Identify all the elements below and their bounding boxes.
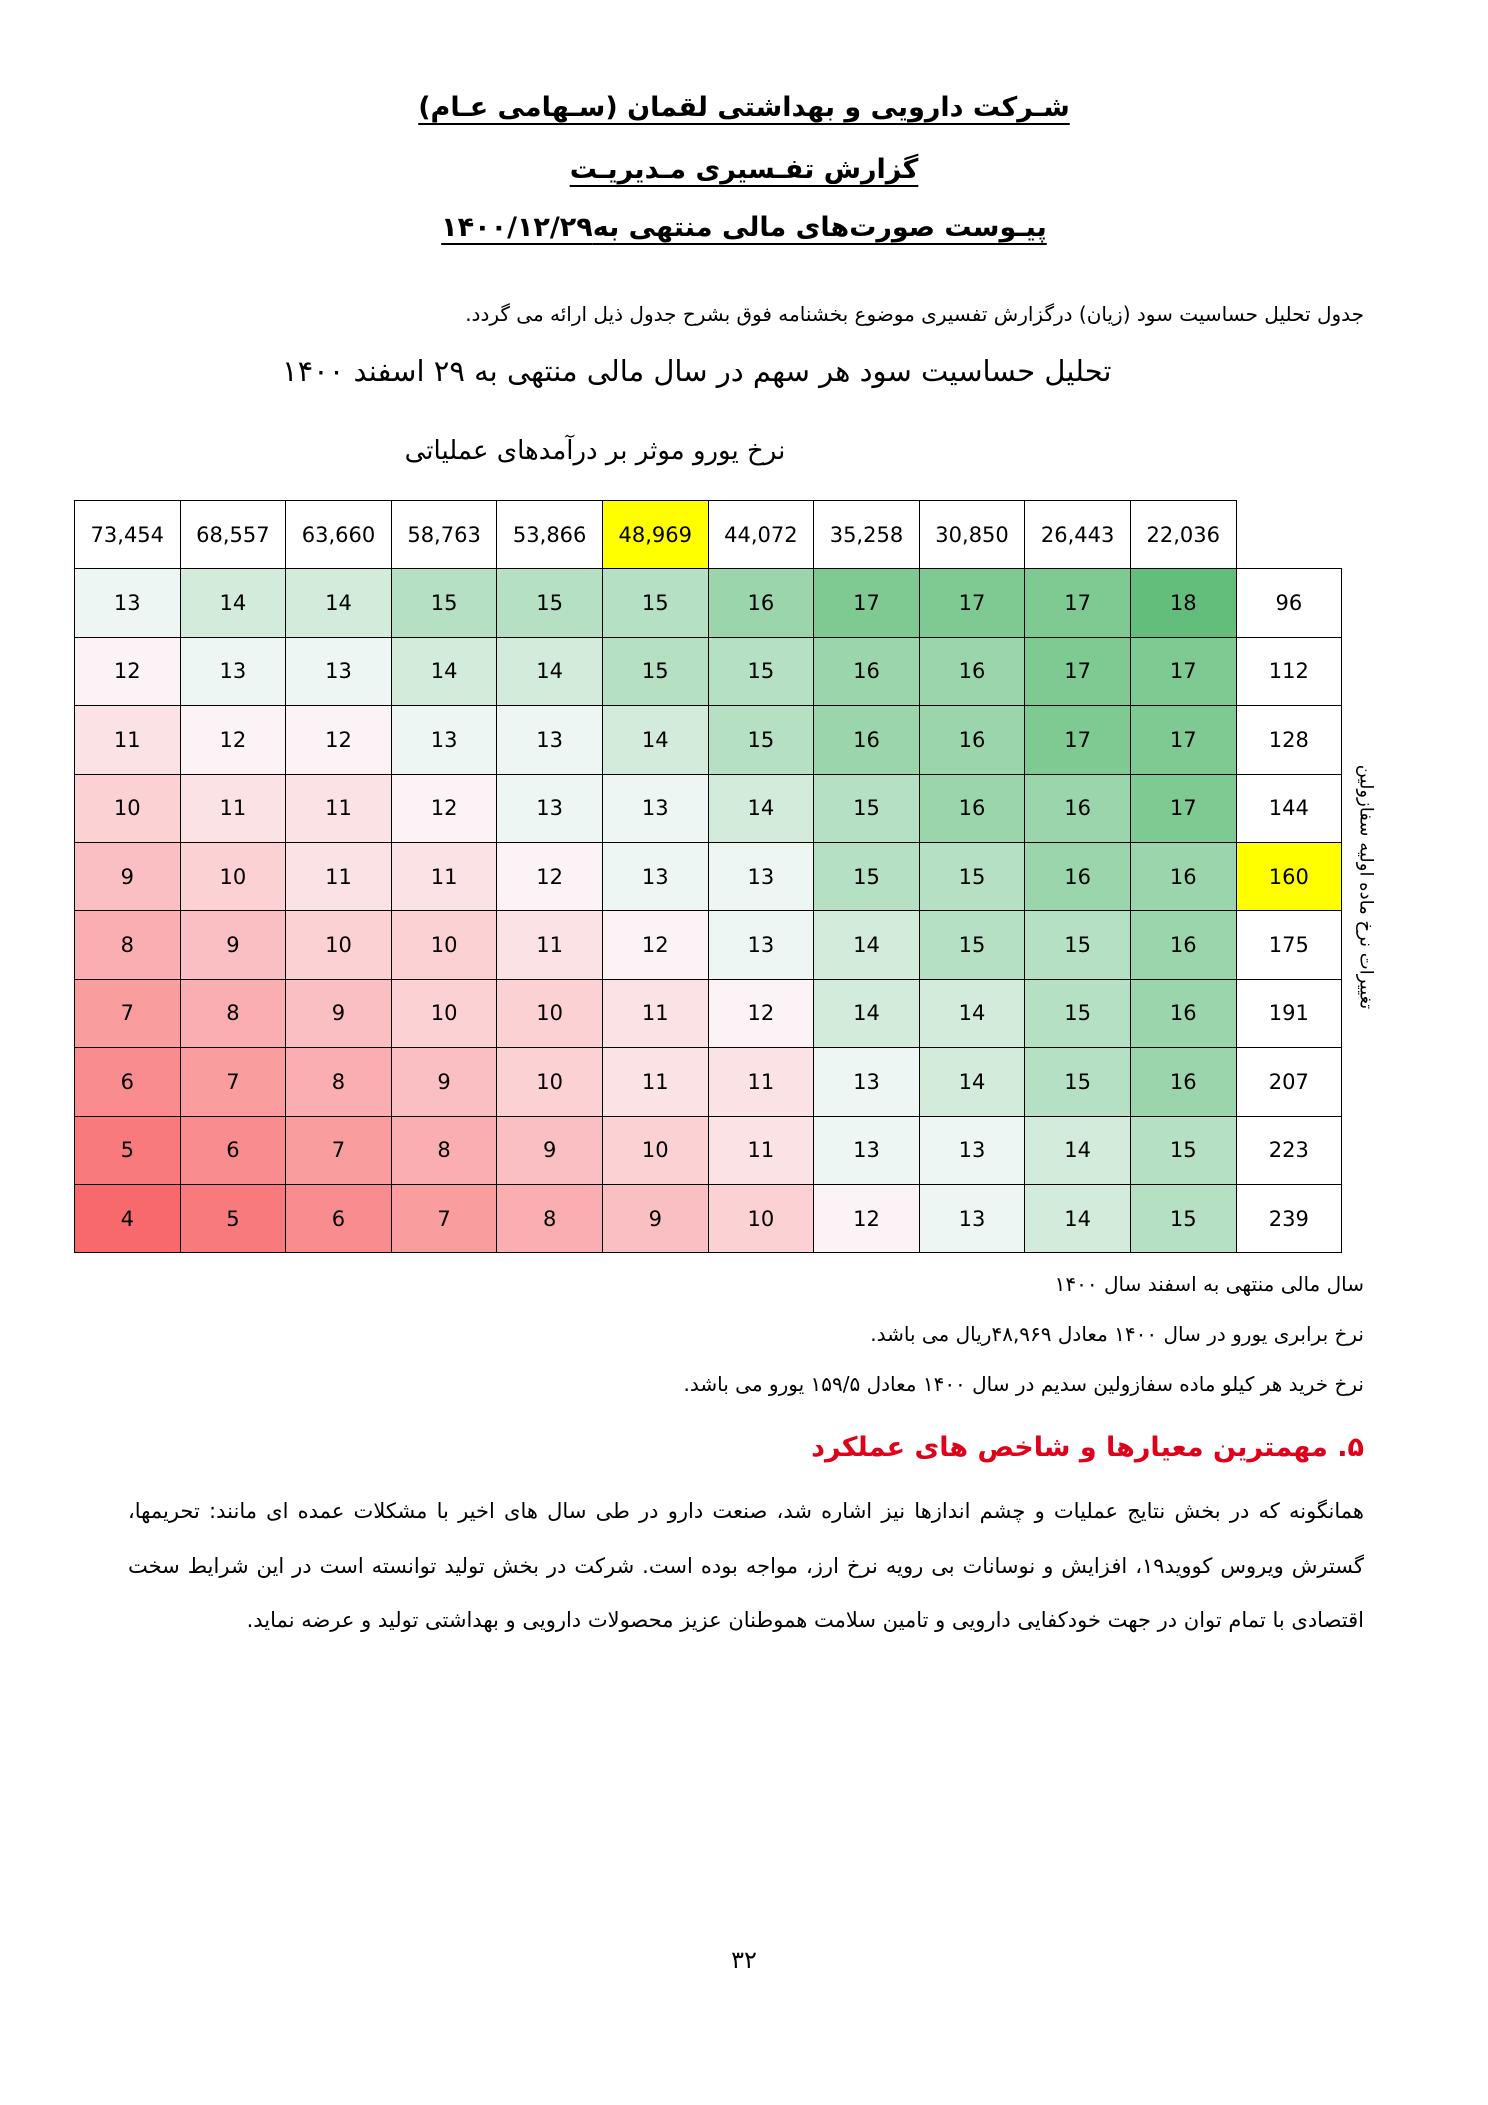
table-cell: 14 (1025, 1184, 1131, 1252)
table-row (75, 569, 1342, 637)
table-cell: 8 (497, 1184, 603, 1252)
table-cell: 17 (1130, 774, 1236, 842)
table-cell: 14 (814, 911, 920, 979)
table-cell: 17 (919, 569, 1025, 637)
row-label: 223 (1236, 1116, 1342, 1184)
section-heading: ۵. مهمترین معیارها و شاخص های عملکرد (811, 1432, 1364, 1463)
table-row (75, 911, 1342, 979)
column-header: 30,850 (919, 501, 1025, 569)
body-paragraph: همانگونه که در بخش نتایج عملیات و چشم اندازها نیز اشاره شد، صنعت دارو در طی سال های اخیر با مشکلات عمده ای مانند: تحریمها، گسترش ویروس کووید۱۹، افزایش و نوسانات بی رویه نرخ ارز، مواجه بوده است. شرکت در بخش تولید توانسته است در این شرایط سخت اقتصادی با تمام توان در جهت خودکفایی دارویی و تامین سلامت هموطنان عزیز محصولات دارویی و بهداشتی تولید و عرضه نماید. (128, 1499, 1364, 1632)
table-cell: 12 (180, 706, 286, 774)
table-row (75, 774, 1342, 842)
table-cell: 9 (497, 1116, 603, 1184)
table-cell: 7 (75, 979, 181, 1047)
table-cell: 11 (602, 1048, 708, 1116)
table-cell: 13 (180, 637, 286, 705)
table-cell: 9 (75, 842, 181, 910)
table-cell: 18 (1130, 569, 1236, 637)
table-cell: 12 (708, 979, 814, 1047)
header-row (75, 501, 1342, 569)
table-row (75, 706, 1342, 774)
table-cell: 11 (497, 911, 603, 979)
table-cell: 8 (391, 1116, 497, 1184)
table-cell: 5 (75, 1116, 181, 1184)
table-cell: 10 (286, 911, 392, 979)
table-cell: 17 (1025, 637, 1131, 705)
table-cell: 16 (1130, 842, 1236, 910)
table-cell: 13 (286, 637, 392, 705)
table-cell: 16 (1025, 842, 1131, 910)
table-cell: 16 (919, 774, 1025, 842)
table-cell: 13 (708, 911, 814, 979)
table-cell: 12 (391, 774, 497, 842)
table-cell: 5 (180, 1184, 286, 1252)
appendix-title: پیـوست صورت‌های مالی منتهی به۱۴۰۰/۱۲/۲۹ (441, 212, 1047, 243)
row-axis-label: تغییرات نرخ ماده اولیه سفازولین (1355, 764, 1377, 1010)
table-cell: 14 (1025, 1116, 1131, 1184)
table-cell: 16 (814, 637, 920, 705)
table-cell: 13 (497, 774, 603, 842)
table-cell: 15 (1025, 911, 1131, 979)
column-header: 53,866 (497, 501, 603, 569)
table-cell: 14 (708, 774, 814, 842)
company-title: شـرکت دارویی و بهداشتی لقمان (سـهامی عـام) (418, 92, 1070, 123)
row-label: 207 (1236, 1048, 1342, 1116)
table-title: تحلیل حساسیت سود هر سهم در سال مالی منتهی به ۲۹ اسفند ۱۴۰۰ (282, 354, 1112, 388)
table-cell: 15 (1130, 1184, 1236, 1252)
table-cell: 13 (919, 1184, 1025, 1252)
table-cell: 17 (1025, 706, 1131, 774)
table-row (75, 1048, 1342, 1116)
sensitivity-table (74, 500, 1342, 1253)
intro-paragraph: جدول تحلیل حساسیت سود (زیان) درگزارش تفسیری موضوع بخشنامه فوق بشرح جدول ذیل ارائه می گردد. (465, 302, 1364, 326)
table-cell: 16 (708, 569, 814, 637)
table-cell: 16 (814, 706, 920, 774)
table-cell: 13 (814, 1116, 920, 1184)
page-number: ۳۲ (731, 1946, 757, 1974)
row-label: 144 (1236, 774, 1342, 842)
column-header: 44,072 (708, 501, 814, 569)
table-cell: 8 (286, 1048, 392, 1116)
table-cell: 8 (75, 911, 181, 979)
table-cell: 15 (708, 637, 814, 705)
table-cell: 16 (1025, 774, 1131, 842)
table-cell: 10 (391, 911, 497, 979)
corner-cell (1236, 501, 1342, 569)
table-cell: 13 (391, 706, 497, 774)
column-header: 68,557 (180, 501, 286, 569)
table-cell: 9 (180, 911, 286, 979)
note-euro-rate: نرخ برابری یورو در سال ۱۴۰۰ معادل ۴۸,۹۶۹ریال می باشد. (870, 1322, 1364, 1346)
table-cell: 12 (75, 637, 181, 705)
table-cell: 7 (180, 1048, 286, 1116)
table-cell: 15 (602, 637, 708, 705)
table-cell: 12 (286, 706, 392, 774)
table-cell: 16 (1130, 979, 1236, 1047)
table-cell: 13 (75, 569, 181, 637)
table-cell: 10 (497, 1048, 603, 1116)
table-cell: 12 (497, 842, 603, 910)
table-cell: 11 (286, 842, 392, 910)
table-cell: 11 (180, 774, 286, 842)
table-cell: 7 (286, 1116, 392, 1184)
table-cell: 11 (708, 1116, 814, 1184)
table-cell: 11 (602, 979, 708, 1047)
table-cell: 13 (814, 1048, 920, 1116)
table-cell: 11 (391, 842, 497, 910)
table-cell: 11 (286, 774, 392, 842)
table-cell: 13 (602, 842, 708, 910)
row-label: 239 (1236, 1184, 1342, 1252)
table-cell: 6 (180, 1116, 286, 1184)
column-header: 63,660 (286, 501, 392, 569)
table-cell: 14 (919, 979, 1025, 1047)
table-cell: 6 (286, 1184, 392, 1252)
table-cell: 15 (814, 774, 920, 842)
table-cell: 15 (708, 706, 814, 774)
table-row (75, 637, 1342, 705)
table-cell: 16 (919, 637, 1025, 705)
table-cell: 16 (919, 706, 1025, 774)
table-cell: 15 (1025, 1048, 1131, 1116)
table-cell: 15 (919, 911, 1025, 979)
column-header: 73,454 (75, 501, 181, 569)
table-cell: 14 (919, 1048, 1025, 1116)
report-title: گزارش تفـسیری مـدیریـت (569, 154, 919, 185)
table-cell: 4 (75, 1184, 181, 1252)
table-cell: 15 (391, 569, 497, 637)
note-material-price: نرخ خرید هر کیلو ماده سفازولین سدیم در سال ۱۴۰۰ معادل ۱۵۹/۵ یورو می باشد. (683, 1372, 1364, 1396)
row-label: 112 (1236, 637, 1342, 705)
table-cell: 16 (1130, 1048, 1236, 1116)
row-label: 96 (1236, 569, 1342, 637)
table-cell: 17 (1130, 706, 1236, 774)
table-cell: 13 (708, 842, 814, 910)
column-header: 26,443 (1025, 501, 1131, 569)
column-header: 48,969 (602, 501, 708, 569)
table-cell: 11 (708, 1048, 814, 1116)
row-label: 128 (1236, 706, 1342, 774)
table-cell: 12 (602, 911, 708, 979)
table-cell: 6 (75, 1048, 181, 1116)
table-cell: 17 (1130, 637, 1236, 705)
row-label: 191 (1236, 979, 1342, 1047)
table-cell: 13 (497, 706, 603, 774)
table-row (75, 842, 1342, 910)
table-cell: 16 (1130, 911, 1236, 979)
table-cell: 11 (75, 706, 181, 774)
table-cell: 12 (814, 1184, 920, 1252)
table-caption: نرخ یورو موثر بر درآمدهای عملیاتی (404, 436, 786, 466)
table-cell: 17 (814, 569, 920, 637)
table-cell: 14 (497, 637, 603, 705)
table-row (75, 1184, 1342, 1252)
table-cell: 14 (180, 569, 286, 637)
table-cell: 9 (286, 979, 392, 1047)
table-cell: 10 (602, 1116, 708, 1184)
table-cell: 9 (391, 1048, 497, 1116)
table-cell: 7 (391, 1184, 497, 1252)
table-cell: 10 (75, 774, 181, 842)
table-cell: 15 (1025, 979, 1131, 1047)
table-cell: 10 (497, 979, 603, 1047)
table-cell: 17 (1025, 569, 1131, 637)
table-cell: 14 (602, 706, 708, 774)
table-row (75, 1116, 1342, 1184)
column-header: 58,763 (391, 501, 497, 569)
table-cell: 13 (602, 774, 708, 842)
table-cell: 9 (602, 1184, 708, 1252)
table-cell: 10 (708, 1184, 814, 1252)
table-cell: 15 (1130, 1116, 1236, 1184)
table-cell: 8 (180, 979, 286, 1047)
column-header: 35,258 (814, 501, 920, 569)
table-cell: 13 (919, 1116, 1025, 1184)
table-cell: 15 (497, 569, 603, 637)
table-cell: 15 (602, 569, 708, 637)
note-fiscal-year: سال مالی منتهی به اسفند سال ۱۴۰۰ (1054, 1272, 1364, 1296)
table-cell: 15 (919, 842, 1025, 910)
table-cell: 14 (814, 979, 920, 1047)
table-cell: 10 (180, 842, 286, 910)
row-label: 175 (1236, 911, 1342, 979)
table-row (75, 979, 1342, 1047)
table-cell: 15 (814, 842, 920, 910)
row-label: 160 (1236, 842, 1342, 910)
table-cell: 14 (286, 569, 392, 637)
column-header: 22,036 (1130, 501, 1236, 569)
table-cell: 14 (391, 637, 497, 705)
table-cell: 10 (391, 979, 497, 1047)
